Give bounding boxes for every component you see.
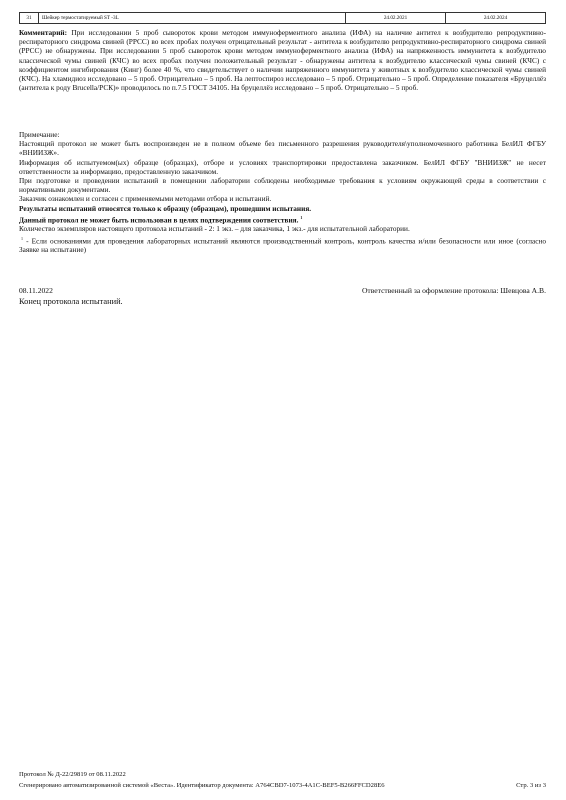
comment-section [19, 28, 546, 92]
footnote-text: - Если основаниями для проведения лабораторных испытаний являются производственный контроль, контроль качества и/или безопасности или иное (согласно Заявке на испытание) [19, 236, 546, 255]
footnote-mark: 1 [300, 214, 303, 220]
footer [19, 782, 546, 789]
equipment-date-end: 24.02.2024 [446, 13, 546, 24]
signature-date: 08.11.2022 [19, 286, 53, 295]
footer-generated: Сгенерировано автоматизированной системой «Веста». Идентификатор документа: A764CBD7-1073-4A1C-BEF5-B266FFCD28E6 [19, 782, 385, 789]
note-footnote [19, 234, 546, 255]
note-conditions: При подготовке и проведении испытаний в помещении лаборатории соблюдены необходимые требования к условиям окружающей среды в соответствии с нормативными документами. [19, 176, 546, 195]
footnote-mark: 1 [21, 235, 23, 241]
equipment-table [19, 12, 546, 24]
equipment-name: Шейкер термостатируемый ST -3L [39, 13, 346, 24]
note-copies: Количество экземпляров настоящего протокола испытаний - 2: 1 экз. – для заказчика, 1 экз.- для испытательной лаборатории. [19, 224, 410, 234]
note-customer-info: Информация об испытуемом(ых) образце (образцах), отборе и условиях транспортировки предоставлена заказчиком. БелИЛ ФГБУ "ВНИИЗЖ" не несет ответственности за информацию, предоставленную заказчиком. [19, 157, 546, 176]
note-reproduction: Настоящий протокол не может быть воспроизведен не в полном объеме без письменного разрешения руководителя\уполномоченного работника БелИЛ ФГБУ «ВНИИЗЖ». [19, 139, 546, 158]
equipment-date-start: 24.02.2021 [346, 13, 446, 24]
end-of-protocol: Конец протокола испытаний. [19, 297, 123, 306]
note-results-scope: Результаты испытаний относятся только к образцу (образцам), прошедшим испытания. [19, 203, 312, 213]
responsible-person: Ответственный за оформление протокола: Шевцова А.В. [361, 286, 546, 295]
notes-heading: Примечание: [19, 130, 60, 139]
table-row [20, 13, 546, 24]
note-acknowledged: Заказчик ознакомлен и согласен с применяемыми методами отбора и испытаний. [19, 194, 272, 204]
note-conformity-text: Данный протокол не может быть использован в целях подтверждения соответствия. [19, 215, 299, 225]
comment-text: При исследовании 5 проб сывороток крови методом иммуноферментного анализа (ИФА) на наличие антител к возбудителю репродуктивно-респираторного синдрома свиней (РРСС) во всех пробах получен отрицательный результат - антитела к возбудителю репродуктивно-респираторного синдрома свиней (РРСС) не обнаружены. При исследовании 5 проб сывороток крови методом иммуноферментного анализа (ИФА) на напряженность иммунитета к возбудителю классической чумы свиней (КЧС) во всех пробах получен положительный результат - обнаружены антитела к возбудителю классической чумы свиней (КЧС) с коэффициентом ингибирования (Кинг) более 40 %, что свидетельствует о наличии напряженного иммунитета у животных к возбудителю классической чумы свиней (КЧС). На хламидиоз исследовано – 5 проб. Отрицательно – 5 проб. На лептоспироз исследовано – 5 проб. Отрицательно – 5 проб. Определение показателя «Бруцеллёз (антитела к роду Brucella/РСК)» проводилось по п.7.5 ГОСТ 34105. На бруцеллёз исследовано – 5 проб. Отрицательно – 5 проб. [19, 28, 547, 93]
notes-section [19, 130, 546, 254]
equipment-number: 31 [20, 13, 39, 24]
note-conformity [19, 213, 546, 225]
comment-label: Комментарий: [19, 28, 68, 37]
footer-protocol-number: Протокол № Д-22/29819 от 08.11.2022 [19, 771, 126, 778]
page-number: Стр. 3 из 3 [516, 782, 546, 789]
